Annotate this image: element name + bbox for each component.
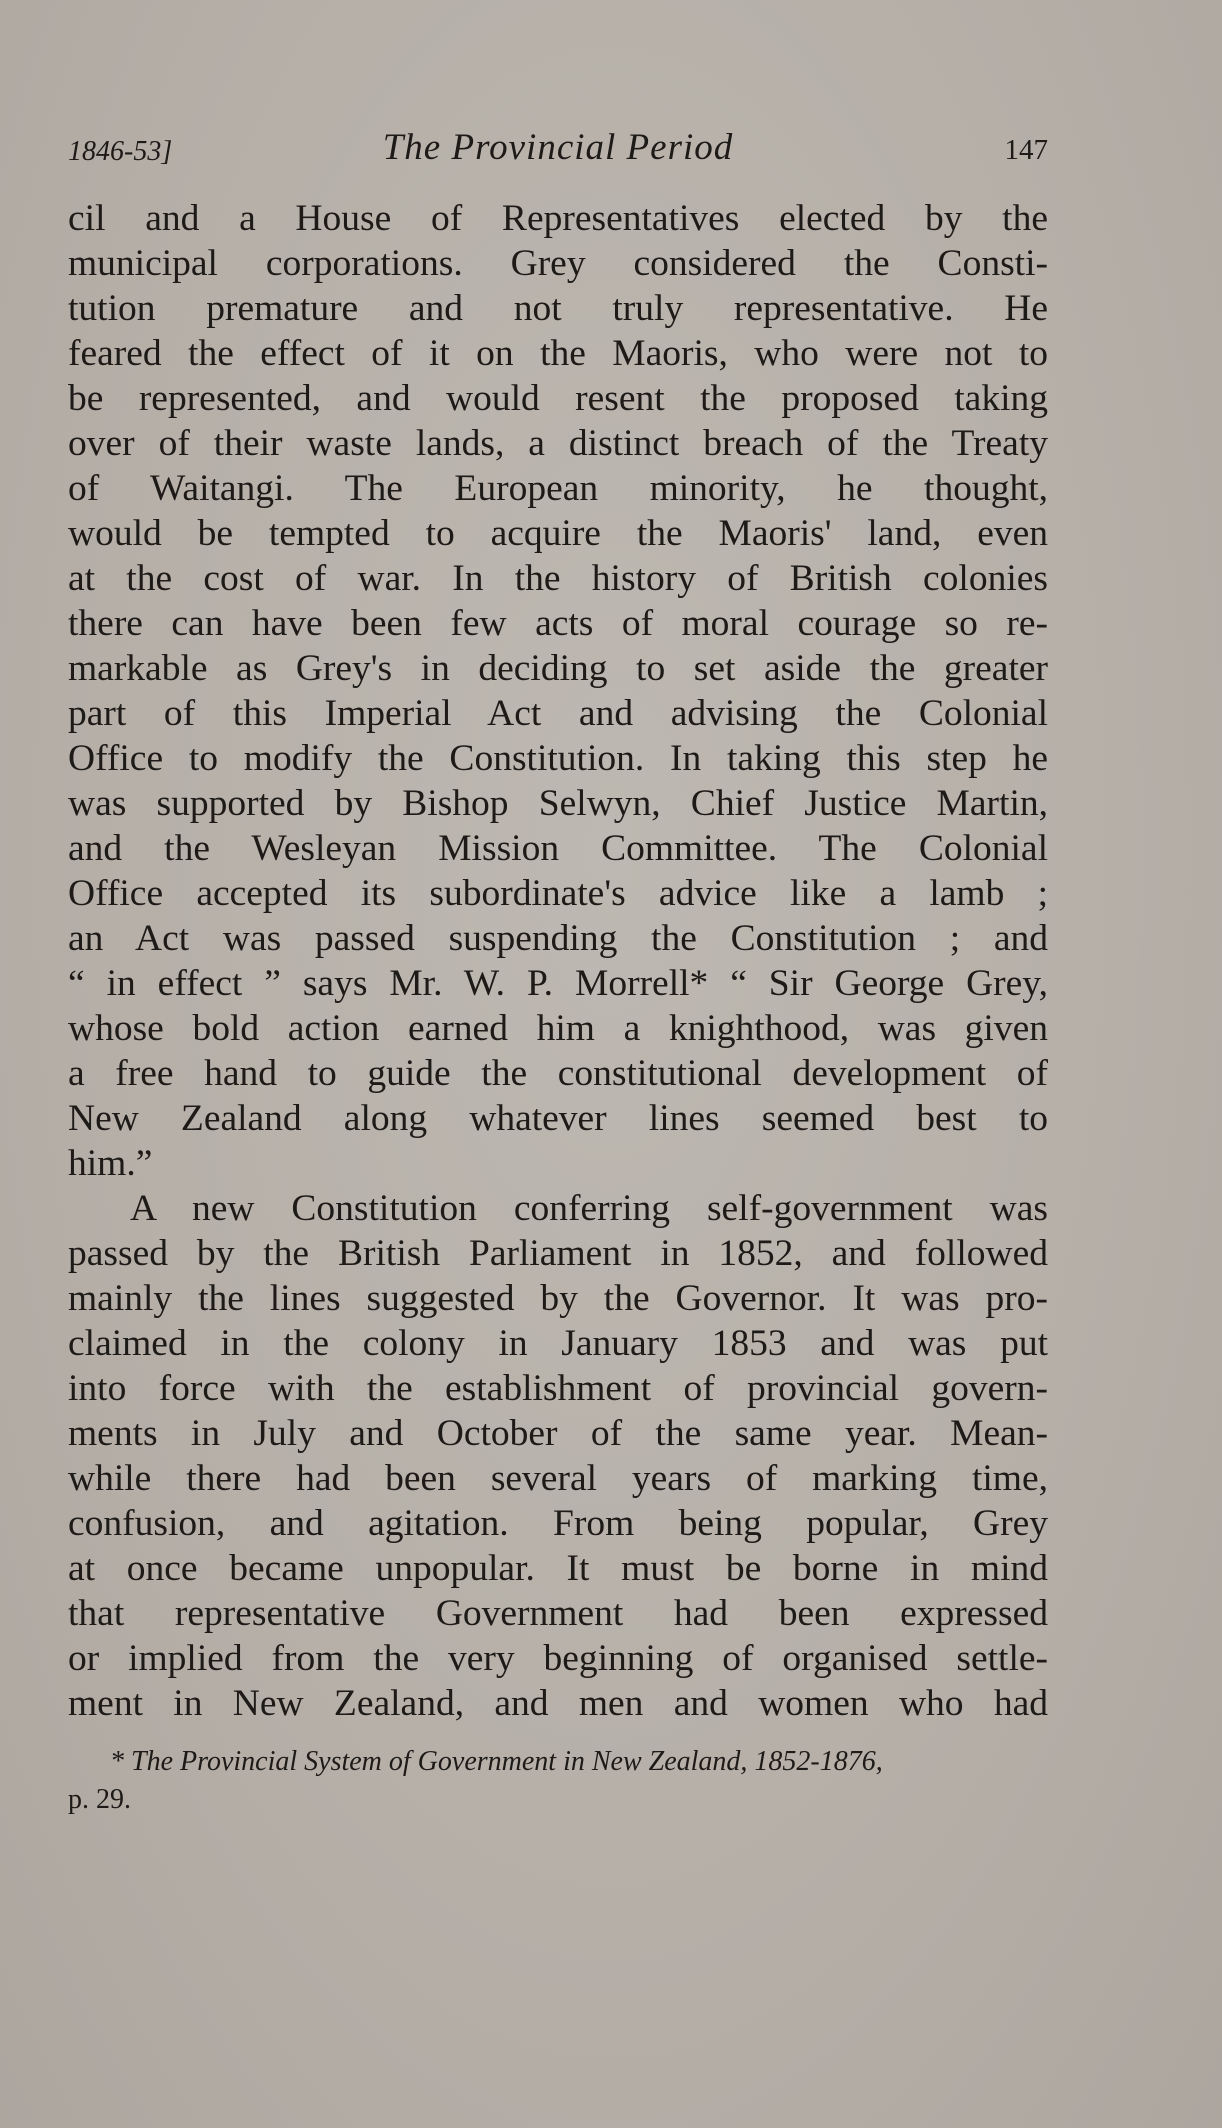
- paragraph-end-line: him.”: [68, 1143, 153, 1184]
- footnote-page-ref: p. 29.: [68, 1784, 131, 1815]
- header-date-range: 1846-53]: [68, 136, 173, 167]
- text-line: was supported by Bishop Selwyn, Chief Justice Martin,: [68, 783, 1048, 824]
- text-line: tution premature and not truly representative. He: [68, 288, 1048, 329]
- text-line: Office accepted its subordinate's advice like a lamb ;: [68, 873, 1048, 914]
- text-line: part of this Imperial Act and advising the Colonial: [68, 693, 1048, 734]
- footnote-citation: * The Provincial System of Government in New Zealand, 1852-1876,: [110, 1746, 883, 1777]
- text-line: mainly the lines suggested by the Governor. It was pro-: [68, 1278, 1048, 1319]
- text-line: a free hand to guide the constitutional development of: [68, 1053, 1048, 1094]
- text-line: claimed in the colony in January 1853 and was put: [68, 1323, 1048, 1364]
- text-line: New Zealand along whatever lines seemed best to: [68, 1098, 1048, 1139]
- text-line: over of their waste lands, a distinct breach of the Treaty: [68, 423, 1048, 464]
- footnote: [68, 1743, 1048, 1819]
- text-line: cil and a House of Representatives elected by the: [68, 198, 1048, 239]
- page-number: 147: [1004, 134, 1048, 166]
- text-line: would be tempted to acquire the Maoris' land, even: [68, 513, 1048, 554]
- running-title: The Provincial Period: [382, 127, 734, 168]
- text-line: into force with the establishment of provincial govern-: [68, 1368, 1048, 1409]
- text-line: at the cost of war. In the history of British colonies: [68, 558, 1048, 599]
- text-line: ments in July and October of the same year. Mean-: [68, 1413, 1048, 1454]
- text-line: Office to modify the Constitution. In taking this step he: [68, 738, 1048, 779]
- text-line: that representative Government had been expressed: [68, 1593, 1048, 1634]
- text-line: an Act was passed suspending the Constitution ; and: [68, 918, 1048, 959]
- text-line: municipal corporations. Grey considered the Consti-: [68, 243, 1048, 284]
- text-line: be represented, and would resent the proposed taking: [68, 378, 1048, 419]
- text-line: confusion, and agitation. From being popular, Grey: [68, 1503, 1048, 1544]
- text-line: at once became unpopular. It must be borne in mind: [68, 1548, 1048, 1589]
- text-line: ment in New Zealand, and men and women who had: [68, 1683, 1048, 1724]
- text-line: passed by the British Parliament in 1852, and followed: [68, 1233, 1048, 1274]
- text-line: “ in effect ” says Mr. W. P. Morrell* “ Sir George Grey,: [68, 963, 1048, 1004]
- text-line: markable as Grey's in deciding to set aside the greater: [68, 648, 1048, 689]
- text-line: of Waitangi. The European minority, he thought,: [68, 468, 1048, 509]
- body-text: [68, 196, 1048, 1726]
- text-line: feared the effect of it on the Maoris, who were not to: [68, 333, 1048, 374]
- running-header: [68, 126, 1048, 176]
- text-line: whose bold action earned him a knighthood, was given: [68, 1008, 1048, 1049]
- text-line: or implied from the very beginning of organised settle-: [68, 1638, 1048, 1679]
- text-line: there can have been few acts of moral courage so re-: [68, 603, 1048, 644]
- paragraph-start-line: A new Constitution conferring self-government was: [130, 1188, 1048, 1229]
- text-line: and the Wesleyan Mission Committee. The Colonial: [68, 828, 1048, 869]
- text-line: while there had been several years of marking time,: [68, 1458, 1048, 1499]
